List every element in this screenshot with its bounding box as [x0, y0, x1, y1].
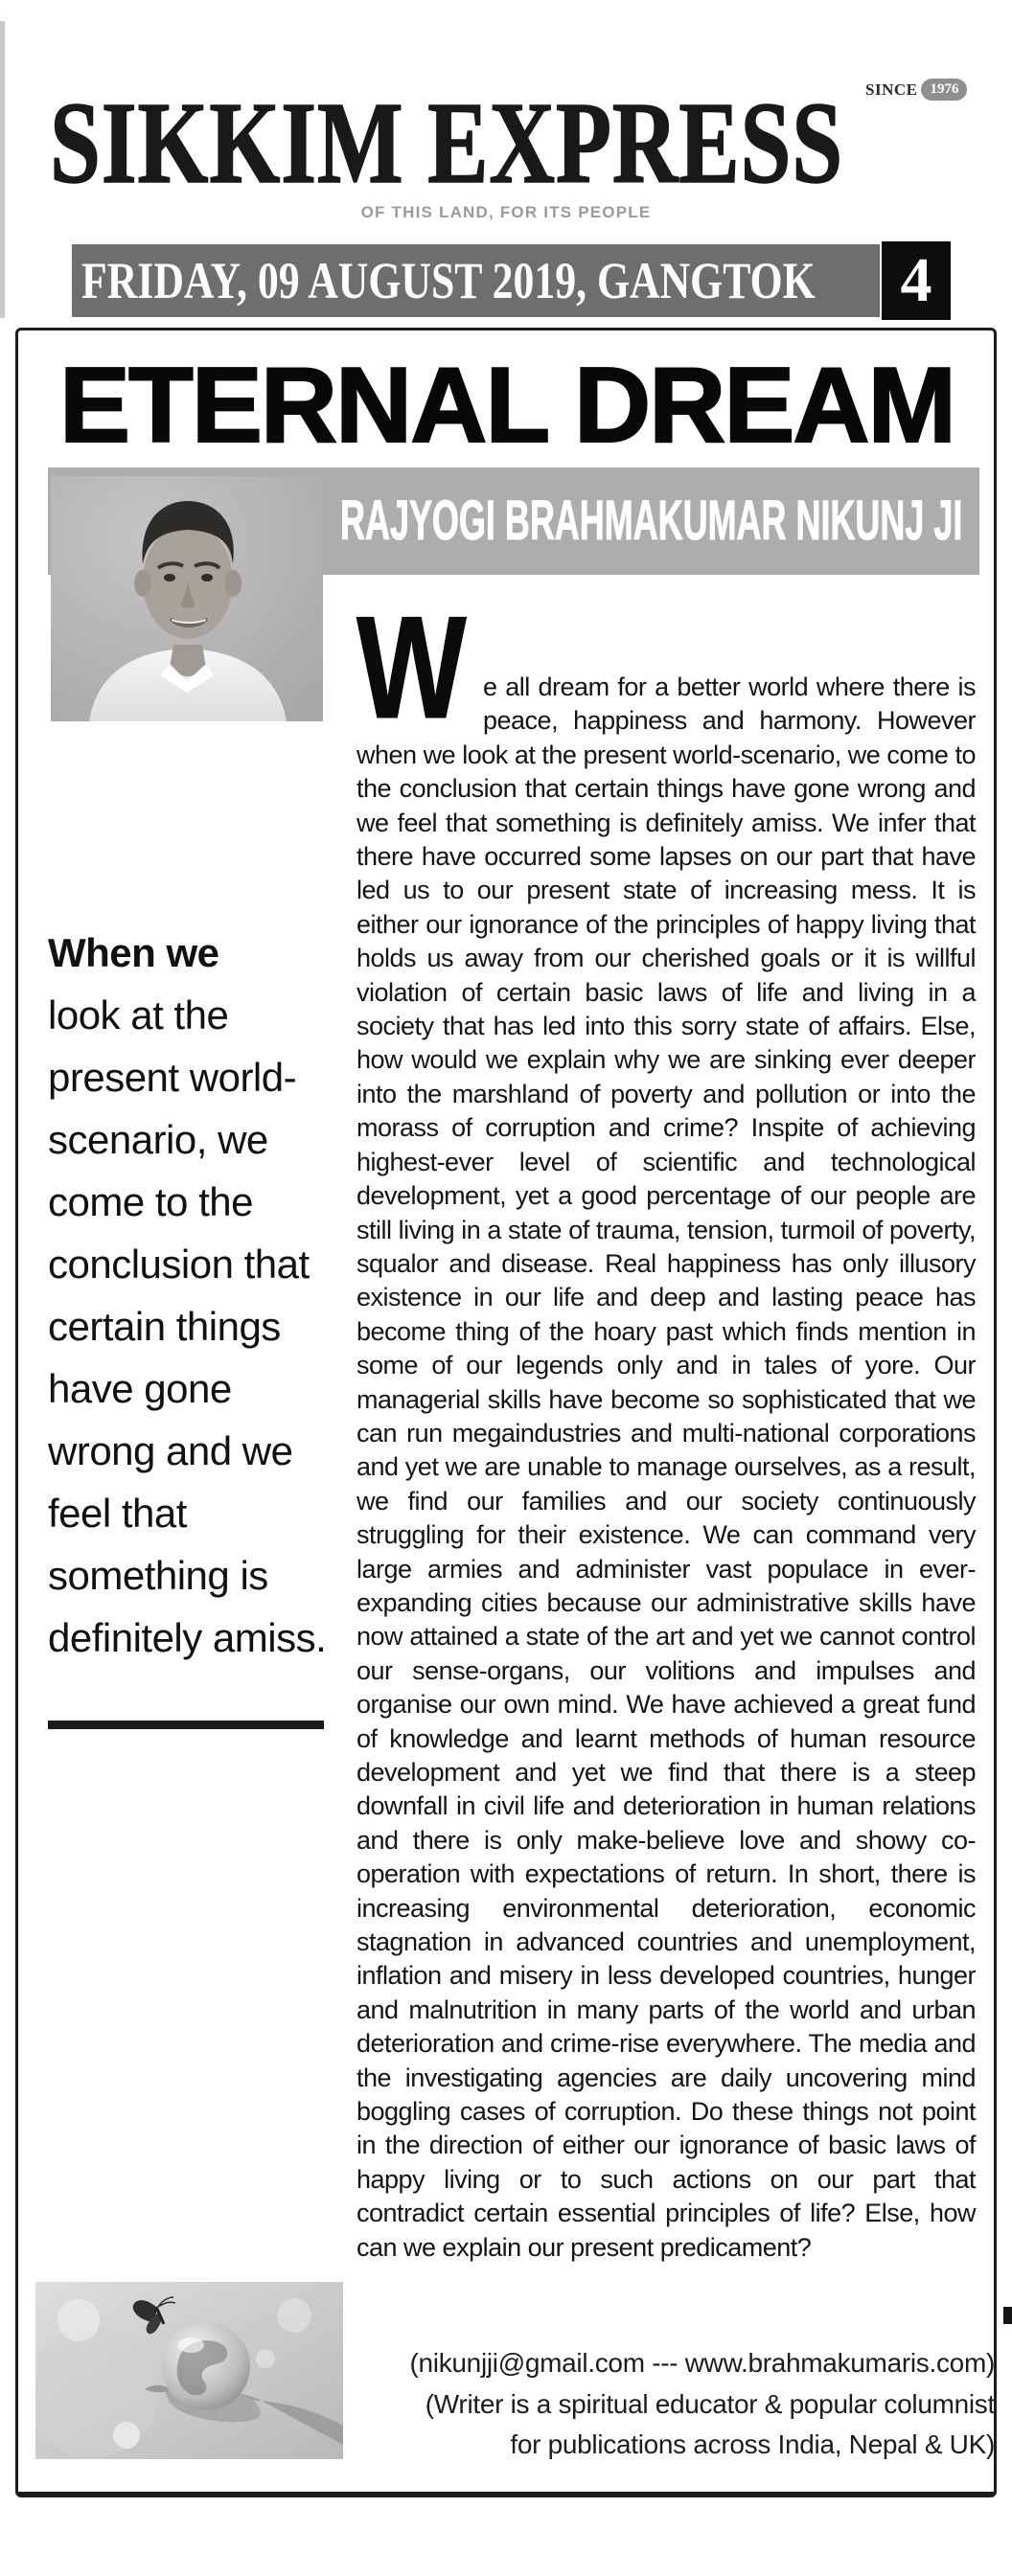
page-number: 4 — [900, 245, 932, 315]
since-label: SINCE — [865, 80, 918, 99]
article-body — [356, 586, 976, 2265]
globe-highlight — [177, 2337, 204, 2353]
since-badge — [865, 79, 967, 101]
scan-edge-artifact — [0, 21, 5, 318]
credit-line-1: (Writer is a spiritual educator & popular columnist — [425, 2388, 995, 2419]
author-portrait-photo — [51, 476, 323, 721]
bokeh-circle-3 — [113, 2422, 140, 2449]
hand-holding-crystal-globe-with-butterfly-photo — [35, 2282, 343, 2459]
bokeh-circle-2 — [277, 2298, 311, 2333]
page-number-box — [882, 241, 951, 320]
bokeh-circle-4 — [256, 2349, 275, 2368]
byline-text: RAJYOGI BRAHMAKUMAR NIKUNJ JI — [340, 490, 963, 552]
pull-quote-rule — [48, 1721, 324, 1729]
drop-cap — [356, 586, 475, 749]
pull-quote-lead: When we — [48, 930, 219, 975]
portrait-eye-right — [201, 574, 213, 581]
article-headline: ETERNAL DREAM — [59, 346, 954, 465]
masthead-title: SIKKIM EXPRESS — [50, 79, 843, 208]
date-bar — [72, 244, 880, 317]
drop-cap-letter: W — [356, 586, 467, 749]
portrait-eye-left — [164, 574, 175, 581]
credit-line-2: for publications across India, Nepal & UK) — [510, 2429, 995, 2459]
bokeh-circle-1 — [58, 2299, 100, 2341]
portrait-ear-left — [134, 570, 151, 597]
contact-line: (nikunjji@gmail.com --- www.brahmakumaris.com) — [409, 2348, 995, 2378]
masthead-tagline: OF THIS LAND, FOR ITS PEOPLE — [360, 203, 652, 221]
date-text: FRIDAY, 09 AUGUST 2019, GANGTOK — [81, 252, 816, 309]
article-body-text: e all dream for a better world where there is peace, happiness and harmony. However when we look at the present world-scenario, we come to the conclusion that certain things have gone wrong and we feel that something is definitely amiss. We infer that there have occurred some lapses on our part that have led us to our present state of increasing mess. It is either our ignorance of the principles of happy living that holds us away from our cherished goals or it is willful violation of certain basic laws of life and living in a society that has led into this sorry state of affairs. Else, how would we explain why we are sinking ever deeper into the marshland of poverty and pollution or into the morass of corruption and crime? Inspite of achieving highest-ever level of scientific and technological development, yet a good percentage of our people are still living in a state of trauma, tension, turmoil of poverty, squalor and disease. Real happiness has only illusory existence in our life and deep and lasting peace has become thing of the hoary past which finds mention in some of our legends only and in tales of yore. Our managerial skills have become so sophisticated that we can run megaindustries and multi-national corporations and yet we are unable to manage ourselves, as a result, we find our families and our society continuously struggling for their existence. We can command very large armies and administer vast populace in ever-expanding cities because our administrative skills have now attained a state of the art and yet we cannot control our sense-organs, our volitions and impulses and organise our own mind. We have achieved a great fund of knowledge and learnt methods of human resource development and yet we find that there is a steep downfall in civil life and deterioration in human relations and there is only make-believe love and showy co-operation with expectations of return. In short, there is increasing environmental deterioration, economic stagnation in advanced countries and unemployment, inflation and misery in less developed countries, hunger and malnutrition in many parts of the world and urban deterioration and crime-rise everywhere. The media and the investigating agencies are daily uncovering mind boggling cases of corruption. Do these things not point in the direction of either our ignorance of basic laws of happy living or to such actions on our part that contradict certain essential principles of life? Else, how can we explain our present predicament? — [356, 672, 976, 2262]
scan-right-edge-artifact — [1003, 2307, 1012, 2324]
since-year-badge: 1976 — [921, 79, 967, 101]
contact-block — [326, 2343, 995, 2466]
pull-quote — [48, 922, 332, 1669]
pull-quote-rest: look at the present world-scenario, we come to the conclusion that certain things have gone wrong and we feel that something is definitely amiss. — [48, 992, 327, 1660]
portrait-ear-right — [224, 570, 242, 597]
